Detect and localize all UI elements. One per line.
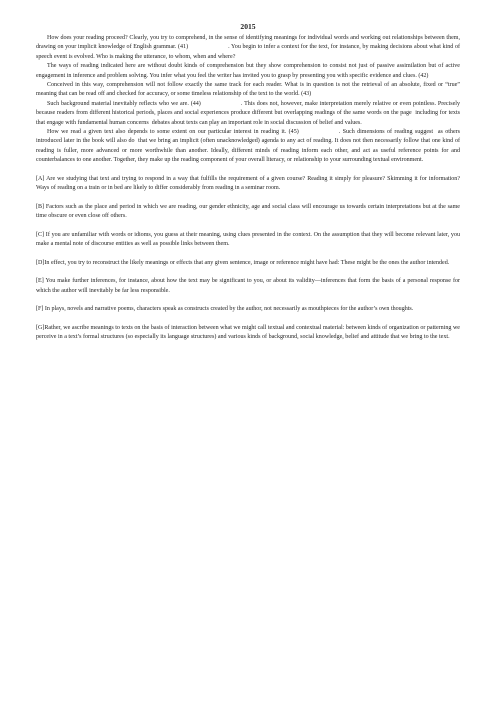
paragraph-5-tail: . Such dimensions of reading suggest as others introduced later in the book will also do that we bring an implicit (often unacknowledged) agenda to any act of reading. It does not then necessarily follow that one kind of reading is fuller, more advanced or more worthwhile than another. Ideally, different minds of reading inform each other, and act as useful reference points for and counterbalances to one another. Together, they make up the reading component of your overall literacy, or relationship to your surrounding textual environment.: [36, 129, 461, 164]
option-a: [A] Are we studying that text and trying to respond in a way that fulfills the requirement of a given course? Reading it simply for pleasure? Skimming it for information? Ways of reading on a train or in bed are likely to differ considerably from reading in a seminar room.: [36, 175, 460, 192]
paragraph-1-tail: . You begin to infer a context for the text, for instance, by making decisions about what kind of speech event is evolved. Who is making the utterance, to whom, when and where?: [36, 44, 460, 60]
paragraph-3-text: Conceived in this way, comprehension will not follow exactly the same track for each reader. What is in question is not the retrieval of an absolute, fixed or “true” meaning that can be read off and checked for accuracy, or some timeless relationship of the text to the world. (43): [36, 82, 460, 98]
paragraph-4: [36, 100, 460, 128]
paragraph-4-text: Such background material inevitably reflects who we are. (44): [47, 100, 201, 107]
page-title: 2015: [240, 22, 256, 31]
paragraph-2-text: The ways of reading indicated here are without doubt kinds of comprehension but they show comprehension to consist not just of passive assimilation but of active engagement in inference and problem solving. You infer what you feel the writer has invited you to grasp by presenting you with specific evidence and clues. (42): [36, 63, 460, 79]
paragraph-4-tail: . This does not, however, make interpretation merely relative or even pointless. Precisely because readers from different historical periods, places and social experiences produce different but overlapping readings of the same words on the page including for texts that engage with fundamental human concerns debates about texts can play an important role in social discussion of belief and values.: [36, 100, 461, 126]
option-e: [E] You make further inferences, for instance, about how the text may be significant to you, or about its validity—inferences that form the basis of a personal response for which the author will inevitably be far less responsible.: [36, 278, 460, 294]
paragraph-1: [36, 34, 460, 62]
option-g: [G]Rather, we ascribe meanings to texts on the basis of interaction between what we might call textual and contextual material: between kinds of organization or patterning we perceive in a text’s formal structures (so especially its language structures) and various kinds of background, social knowledge, belief and attitude that we bring to the text.: [36, 325, 460, 341]
paragraph-2: [36, 62, 460, 81]
paragraph-5-text: How we read a given text also depends to some extent on our particular interest in reading it. (45): [47, 129, 299, 136]
paragraph-3: [36, 81, 460, 100]
option-d: [D]In effect, you try to reconstruct the likely meanings or effects that any given sentence, image or reference might have had: These might be the ones the author intended.: [36, 259, 450, 266]
paragraph-1-text: How does your reading proceed? Clearly, you try to comprehend, in the sense of identifying meanings for individual words and working out relationships between them, drawing on your implicit knowledge of English grammar. (41): [36, 35, 460, 51]
option-b: [B] Factors such as the place and period in which we are reading, our gender ethnicity, age and social class will encourage us towards certain interpretations but at the same time obscure or even close off others.: [36, 203, 460, 220]
paragraph-5: [36, 128, 460, 166]
option-f: [F] In plays, novels and narrative poems, characters speak as constructs created by the author, not necessarily as mouthpieces for the author’s own thoughts.: [36, 306, 414, 313]
option-c: [C] If you are unfamiliar with words or idioms, you guess at their meaning, using clues presented in the context. On the assumption that they will become relevant later, you make a mental note of discourse entities as well as possible links between them.: [36, 231, 460, 248]
